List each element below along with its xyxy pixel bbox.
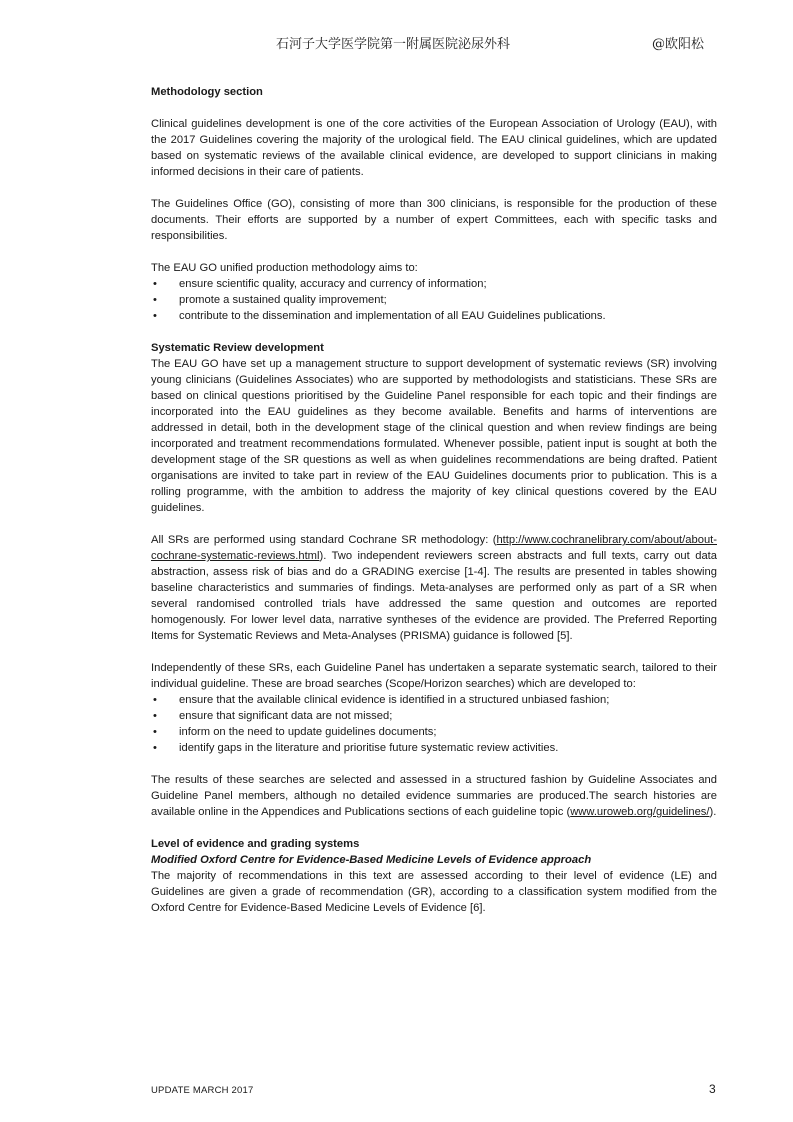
cochrane-link[interactable]: http://www.cochranelibrary.com/about/about-cochrane-systematic-reviews.html	[151, 534, 717, 562]
methodology-paragraph-3: The EAU GO unified production methodology aims to:	[151, 262, 418, 274]
evidence-heading: Level of evidence and grading systems	[151, 838, 360, 850]
list-item: • ensure scientific quality, accuracy and currency of information;	[151, 276, 717, 292]
list-item: • identify gaps in the literature and prioritise future systematic review activities.	[151, 740, 717, 756]
systematic-review-paragraph-3: Independently of these SRs, each Guideline Panel has undertaken a separate systematic search, tailored to their individual guideline. These are broad searches (Scope/Horizon searches) which are developed to:	[151, 662, 717, 690]
paragraph-text: ).	[709, 806, 717, 818]
evidence-paragraph-1: The majority of recommendations in this text are assessed according to their level of evidence (LE) and Guidelines are given a grade of recommendation (GR), according to a classification system modified from the Oxford Centre for Evidence-Based Medicine Levels of Evidence [6].	[151, 870, 717, 914]
update-date: UPDATE MARCH 2017	[151, 1085, 254, 1096]
uroweb-guidelines-link[interactable]: www.uroweb.org/guidelines/	[570, 806, 710, 818]
evidence-subheading: Modified Oxford Centre for Evidence-Based Medicine Levels of Evidence approach	[151, 854, 592, 866]
page-header	[0, 33, 793, 53]
systematic-review-paragraph-2	[151, 532, 717, 644]
scope-search-list	[151, 692, 717, 756]
list-item: • ensure that the available clinical evidence is identified in a structured unbiased fashion;	[151, 692, 717, 708]
list-item: • contribute to the dissemination and implementation of all EAU Guidelines publications.	[151, 308, 717, 324]
hospital-name: 石河子大学医学院第一附属医院泌尿外科	[276, 37, 511, 52]
list-item: • promote a sustained quality improvement;	[151, 292, 717, 308]
paragraph-text: All SRs are performed using standard Cochrane SR methodology: (	[151, 534, 497, 546]
methodology-paragraph-2: The Guidelines Office (GO), consisting of more than 300 clinicians, is responsible for the production of these documents. Their efforts are supported by a number of expert Committees, each with specific tasks and responsibilities.	[151, 198, 717, 242]
document-body	[151, 84, 717, 916]
systematic-review-paragraph-4	[151, 772, 717, 820]
paragraph-text: The results of these searches are selected and assessed in a structured fashion by Guideline Associates and Guideline Panel members, although no detailed evidence summaries are produced.The search histories are available online in the Appendices and Publications sections of each guideline topic (	[151, 774, 717, 818]
list-item: • ensure that significant data are not missed;	[151, 708, 717, 724]
list-item: • inform on the need to update guidelines documents;	[151, 724, 717, 740]
systematic-review-heading: Systematic Review development	[151, 342, 324, 354]
methodology-paragraph-1: Clinical guidelines development is one of the core activities of the European Association of Urology (EAU), with the 2017 Guidelines covering the majority of the urological field. The EAU clinical guidelines, which are updated based on systematic reviews of the available clinical evidence, are developed to support clinicians in making informed decisions in their care of patients.	[151, 118, 717, 178]
paragraph-text: ). Two independent reviewers screen abstracts and full texts, carry out data abstraction, assess risk of bias and do a GRADING exercise [1-4]. The results are presented in tables showing baseline characteristics and summaries of findings. Meta-analyses are performed only as part of a SR when several randomised controlled trials have addressed the same question and outcomes are reported homogenously. For lower level data, narrative syntheses of the evidence are provided. The Preferred Reporting Items for Systematic Reviews and Meta-Analyses (PRISMA) guidance is followed [5].	[151, 550, 717, 642]
page-number: 3	[709, 1082, 716, 1096]
author-tag: @欧阳松	[652, 37, 705, 52]
systematic-review-paragraph-1: The EAU GO have set up a management structure to support development of systematic reviews (SR) involving young clinicians (Guidelines Associates) who are supported by methodologists and statisticians. These SRs are based on clinical questions prioritised by the Guideline Panel responsible for each topic and their findings are incorporated into the EAU guidelines as they become available. Benefits and harms of interventions are addressed in detail, both in the development stage of the clinical question and when review findings are being incorporated and treatment recommendations formulated. Whenever possible, patient input is sought at both the development stage of the SR questions as well as when guidelines recommendations are being drafted. Patient organisations are invited to take part in review of the EAU Guidelines documents prior to publication. This is a rolling programme, with the ambition to address the majority of key clinical questions covered by the EAU guidelines.	[151, 358, 717, 514]
methodology-aims-list	[151, 276, 717, 324]
methodology-heading: Methodology section	[151, 86, 263, 98]
